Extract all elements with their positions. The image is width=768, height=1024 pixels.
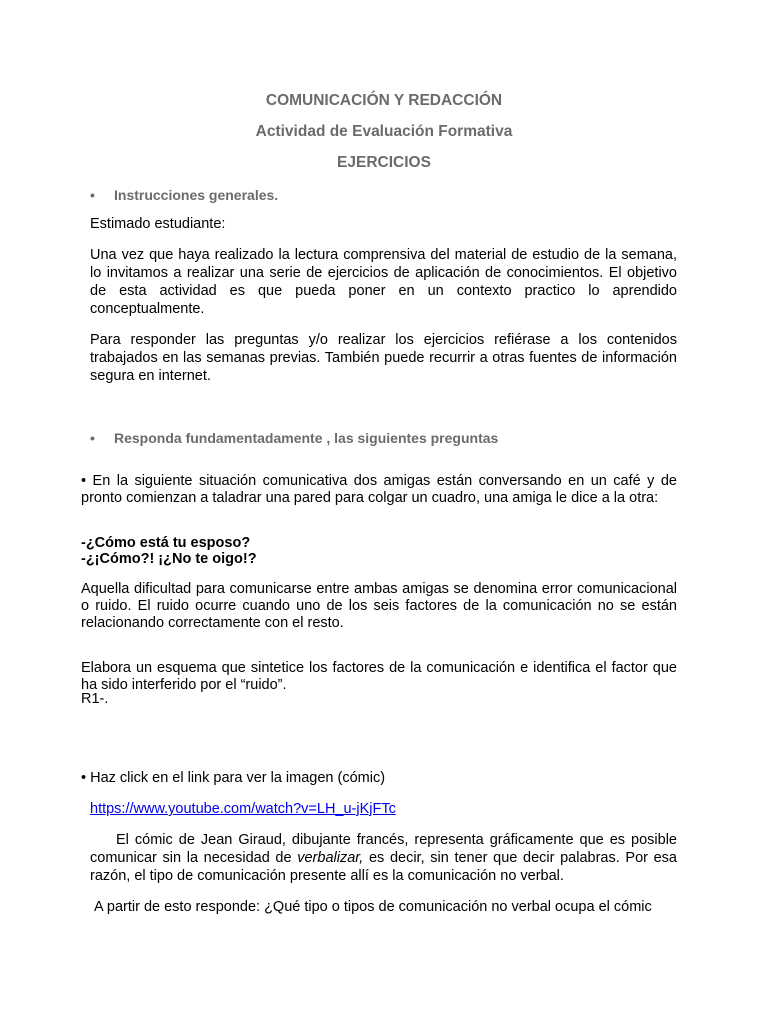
course-title: COMUNICACIÓN Y REDACCIÓN [265, 92, 503, 109]
question-1-intro: • En la siguiente situación comunicativa dos amigas están conversando en un café y de pronto comienzan a taladrar una pared para colgar un cuadro, una amiga le dice a la otra: [81, 473, 677, 506]
question-1-task: Elabora un esquema que sintetice los factores de la comunicación e identifica el factor que ha sido interferido por el “ruido”. [81, 660, 677, 693]
greeting: Estimado estudiante: [90, 216, 226, 232]
question-2-paragraph [90, 831, 677, 885]
activity-title: Actividad de Evaluación Formativa [255, 123, 513, 140]
question-1-explanation: Aquella dificultad para comunicarse entre ambas amigas se denomina error comunicacional o ruido. El ruido ocurre cuando uno de los seis factores de la comunicación no se están relacionando correctamente con el resto. [81, 581, 677, 631]
bullet-icon: • [90, 430, 95, 446]
comic-video-link[interactable]: https://www.youtube.com/watch?v=LH_u-jKjFTc [90, 801, 396, 817]
question-2-question: A partir de esto responde: ¿Qué tipo o tipos de comunicación no verbal ocupa el cómic [94, 899, 652, 915]
dialogue-line-1: -¿Cómo está tu esposo? [81, 535, 251, 551]
question-2-emphasis: verbalizar, [297, 850, 364, 866]
question-2-paragraph-before: El cómic de Jean Giraud, dibujante francés, representa gráficamente que es posible comunicar sin la necesidad de [90, 832, 677, 866]
instructions-heading-text: Instrucciones generales. [114, 187, 279, 203]
question-2-paragraph-after: es decir, sin tener que decir palabras. Por esa razón, el tipo de comunicación presente allí es la comunicación no verbal. [90, 850, 678, 884]
dialogue-line-2: -¿¡Cómo?! ¡¿No te oigo!? [81, 551, 257, 567]
answer-label: R1-. [81, 691, 109, 707]
questions-heading-text: Responda fundamentadamente , las siguientes preguntas [114, 430, 499, 446]
bullet-icon: • [90, 187, 95, 203]
questions-heading [90, 429, 498, 447]
instructions-paragraph-1: Una vez que haya realizado la lectura comprensiva del material de estudio de la semana, lo invitamos a realizar una serie de ejercicios de aplicación de conocimientos. El objetivo de esta actividad es que pueda poner en un contexto practico lo aprendido conceptualmente. [90, 247, 677, 317]
instructions-heading [90, 186, 278, 204]
instructions-paragraph-2: Para responder las preguntas y/o realizar los ejercicios refiérase a los contenidos trabajados en las semanas previas. También puede recurrir a otras fuentes de información segura en internet. [90, 332, 677, 384]
section-title: EJERCICIOS [337, 154, 431, 171]
question-2-intro: • Haz click en el link para ver la imagen (cómic) [81, 770, 386, 786]
